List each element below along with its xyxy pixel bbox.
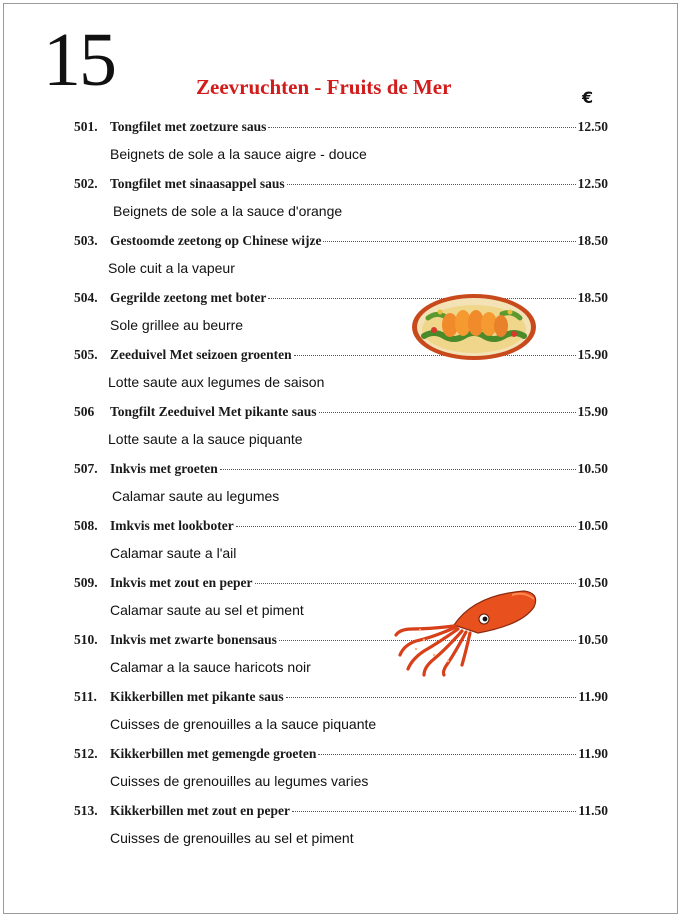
item-number: 507. [74, 461, 98, 476]
item-name: Tongfilt Zeeduivel Met pikante saus [110, 404, 317, 419]
item-name: Gegrilde zeetong met boter [110, 290, 267, 305]
menu-item-510 [0, 632, 681, 689]
menu-item-509 [0, 575, 681, 632]
item-price: 11.90 [578, 689, 608, 704]
item-price: 18.50 [577, 290, 608, 305]
squid-icon [394, 585, 540, 677]
menu-item-513 [0, 803, 681, 860]
item-description: Beignets de sole a la sauce aigre - douce [110, 146, 367, 162]
menu-item-508 [0, 518, 681, 575]
item-number: 504. [74, 290, 98, 305]
item-description: Calamar saute a l'ail [110, 545, 237, 561]
menu-item-502 [0, 176, 681, 233]
menu-item-503 [0, 233, 681, 290]
item-description: Lotte saute a la sauce piquante [108, 431, 303, 447]
item-price: 12.50 [577, 119, 608, 134]
item-number: 512. [74, 746, 98, 761]
menu-item-504 [0, 290, 681, 347]
item-price: 18.50 [577, 233, 608, 248]
item-number: 501. [74, 119, 98, 134]
item-description: Calamar saute au sel et piment [110, 602, 304, 618]
item-number: 506 [74, 404, 95, 419]
item-price: 12.50 [577, 176, 608, 191]
menu-item-507 [0, 461, 681, 518]
item-name: Inkvis met groeten [110, 461, 218, 476]
item-name: Tongfilet met zoetzure saus [110, 119, 267, 134]
item-number: 508. [74, 518, 98, 533]
page-number: 15 [43, 18, 115, 102]
page-title: Zeevruchten - Fruits de Mer [196, 75, 452, 99]
item-name: Inkvis met zout en peper [110, 575, 253, 590]
item-name: Tongfilet met sinaasappel saus [110, 176, 285, 191]
item-price: 10.50 [577, 461, 608, 476]
item-number: 502. [74, 176, 98, 191]
menu-item-506 [0, 404, 681, 461]
item-name: Inkvis met zwarte bonensaus [110, 632, 277, 647]
item-price: 15.90 [577, 347, 608, 362]
item-price: 10.50 [577, 518, 608, 533]
item-description: Lotte saute aux legumes de saison [108, 374, 325, 390]
dish-icon [410, 290, 538, 362]
menu-item-505 [0, 347, 681, 404]
dot-leader [236, 526, 576, 527]
item-description: Calamar saute au legumes [112, 488, 280, 504]
dot-leader [268, 127, 575, 128]
item-price: 10.50 [577, 575, 608, 590]
item-number: 510. [74, 632, 98, 647]
dot-leader [286, 697, 577, 698]
item-number: 511. [74, 689, 97, 704]
item-description: Sole cuit a la vapeur [108, 260, 235, 276]
item-number: 503. [74, 233, 98, 248]
item-price: 15.90 [577, 404, 608, 419]
item-name: Imkvis met lookboter [110, 518, 234, 533]
item-number: 513. [74, 803, 98, 818]
item-description: Cuisses de grenouilles au sel et piment [110, 830, 354, 846]
dot-leader [292, 811, 576, 812]
item-number: 509. [74, 575, 98, 590]
item-name: Kikkerbillen met gemengde groeten [110, 746, 317, 761]
item-price: 11.90 [578, 746, 608, 761]
currency-symbol: € [582, 88, 594, 107]
dot-leader [287, 184, 576, 185]
item-price: 10.50 [577, 632, 608, 647]
item-number: 505. [74, 347, 98, 362]
item-name: Kikkerbillen met pikante saus [110, 689, 284, 704]
dot-leader [318, 754, 576, 755]
item-price: 11.50 [578, 803, 608, 818]
item-name: Zeeduivel Met seizoen groenten [110, 347, 292, 362]
menu-item-511 [0, 689, 681, 746]
item-description: Calamar a la sauce haricots noir [110, 659, 311, 675]
item-description: Cuisses de grenouilles a la sauce piquante [110, 716, 377, 732]
item-description: Sole grillee au beurre [110, 317, 244, 333]
dot-leader [319, 412, 576, 413]
dot-leader [220, 469, 576, 470]
menu-item-501 [0, 119, 681, 176]
item-name: Gestoomde zeetong op Chinese wijze [110, 233, 322, 248]
item-description: Cuisses de grenouilles au legumes varies [110, 773, 369, 789]
item-description: Beignets de sole a la sauce d'orange [113, 203, 343, 219]
item-name: Kikkerbillen met zout en peper [110, 803, 290, 818]
dot-leader [323, 241, 575, 242]
menu-item-512 [0, 746, 681, 803]
dot-leader [255, 583, 576, 584]
